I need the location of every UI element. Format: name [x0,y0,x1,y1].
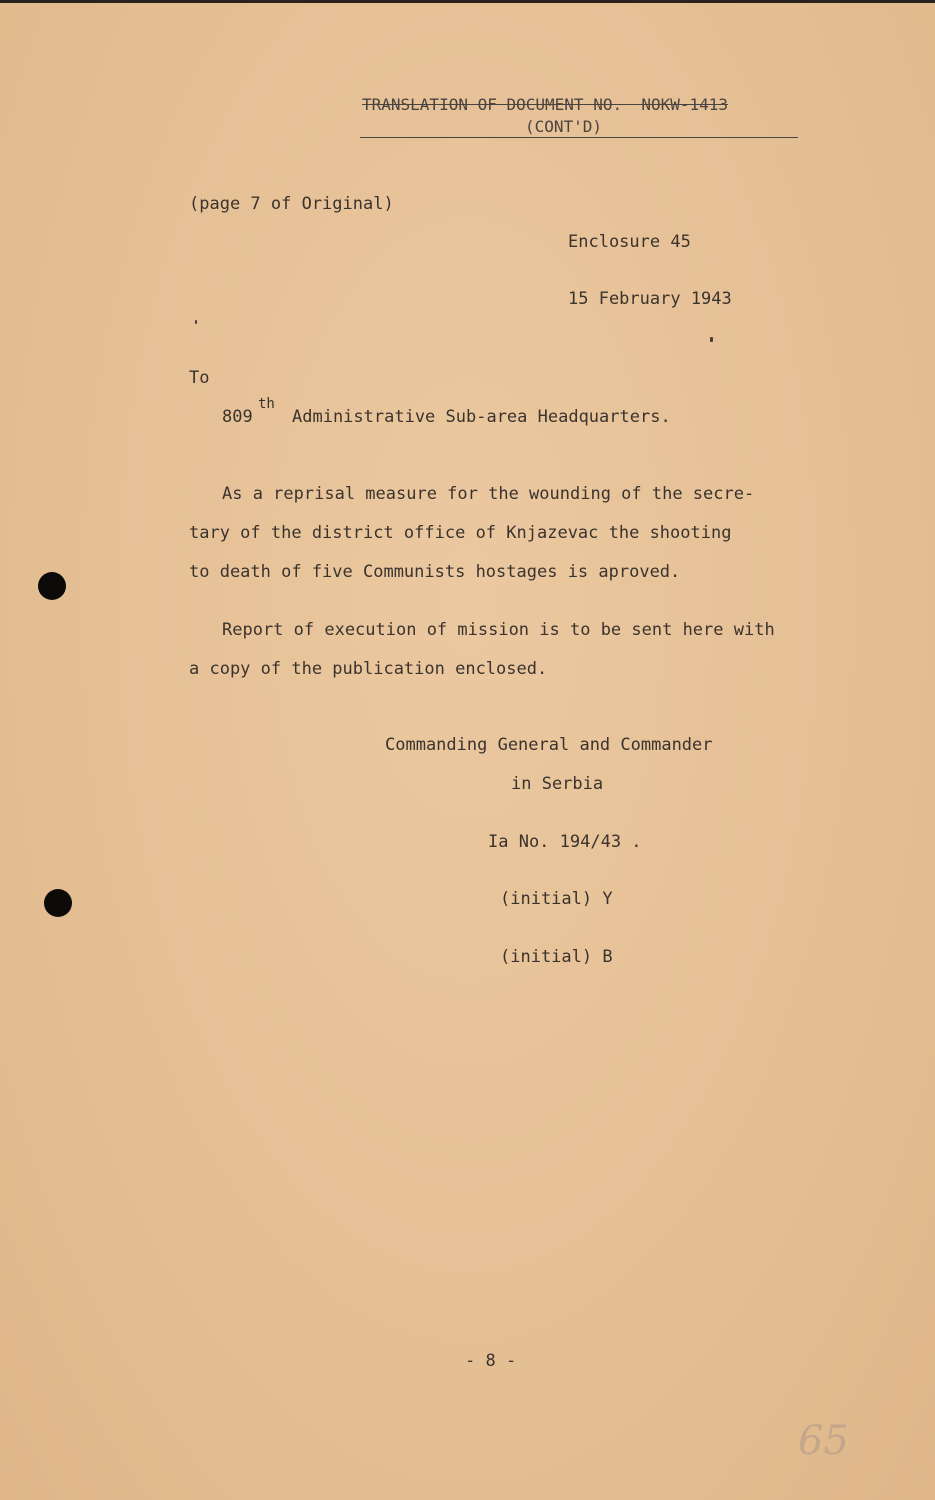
document-title: TRANSLATION OF DOCUMENT NO. NOKW-1413 [362,95,729,114]
ink-speck [710,337,713,342]
signature-line1: Commanding General and Commander [385,735,713,755]
body-para1-line1: As a reprisal measure for the wounding of the secre- [222,484,755,504]
punch-hole-top [38,572,66,600]
recipient-name: Administrative Sub-area Headquarters. [292,407,671,427]
to-label: To [189,368,210,388]
recipient-number: 809 [222,407,253,427]
punch-hole-bottom [44,889,72,917]
document-cont-label: (CONT'D) [525,117,603,136]
page-reference: (page 7 of Original) [189,194,394,214]
handwritten-page-number: 65 [798,1418,849,1464]
body-para2-line2: a copy of the publication enclosed. [189,659,548,679]
body-para1-line2: tary of the district office of Knjazevac the shooting [189,523,732,543]
signature-line2: in Serbia [511,774,604,794]
reference-number: Ia No. 194/43 . [488,832,642,852]
header-rule [360,137,798,138]
page-number: - 8 - [465,1351,517,1371]
body-para2-line1: Report of execution of mission is to be sent here with [222,620,775,640]
page-edge [0,0,935,3]
initial-b: (initial) B [500,947,613,967]
body-para1-line3: to death of five Communists hostages is aproved. [189,562,681,582]
document-date: 15 February 1943 [568,289,732,309]
recipient-ordinal-suffix: th [258,396,275,412]
enclosure-label: Enclosure 45 [568,232,691,252]
initial-y: (initial) Y [500,889,613,909]
ink-speck [195,320,197,324]
